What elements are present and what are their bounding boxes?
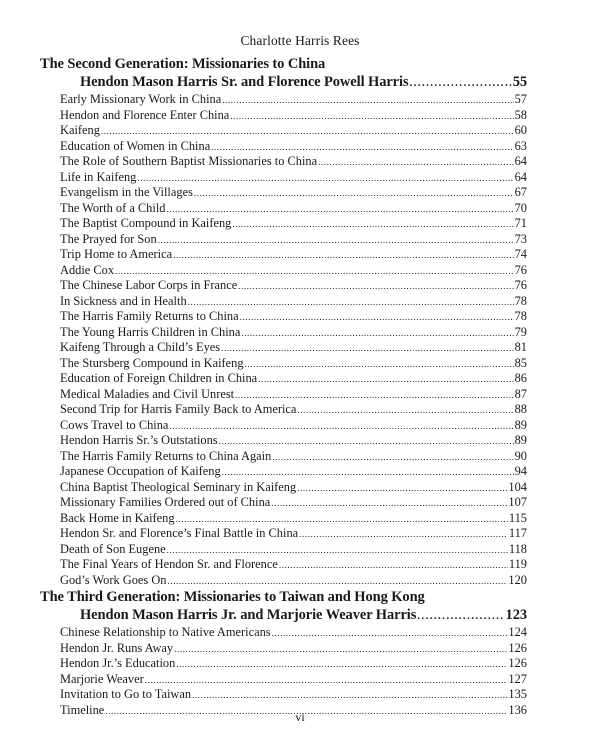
section-title: The Third Generation: Missionaries to Taiwan and Hong Kong: [40, 589, 425, 605]
section-subtitle-entry: [80, 73, 527, 92]
section-subtitle: Hendon Mason Harris Sr. and Florence Powell Harris: [80, 74, 409, 90]
toc-entry-title: Kaifeng Through a Child’s Eyes: [60, 340, 221, 354]
toc-entry: [60, 526, 527, 542]
dot-leader: [299, 527, 508, 543]
toc-entry-page: 74: [514, 247, 527, 261]
dot-leader: [137, 171, 513, 187]
dot-leader: [417, 607, 504, 626]
dot-leader: [221, 341, 513, 357]
toc-entry: [60, 402, 527, 418]
toc-entry: [60, 672, 527, 688]
toc-entry: [60, 433, 527, 449]
toc-entry: [60, 170, 527, 186]
toc-entry-page: 127: [508, 671, 527, 686]
dot-leader: [238, 279, 513, 295]
dot-leader: [245, 357, 514, 373]
toc-entry-page: 76: [514, 262, 527, 277]
toc-entry-page: 88: [514, 402, 527, 416]
toc-entry-page: 104: [508, 479, 527, 494]
toc-entry-page: 64: [514, 154, 527, 168]
section-title: The Second Generation: Missionaries to China: [40, 56, 326, 72]
toc-entry-title: Education of Foreign Children in China: [60, 371, 258, 385]
toc-entry-title: Hendon Jr. Runs Away: [60, 640, 174, 655]
toc-entry-page: 81: [514, 340, 527, 354]
toc-entry-title: Timeline: [60, 702, 105, 717]
toc-entry-page: 124: [508, 625, 527, 639]
toc-entry-page: 71: [514, 216, 527, 230]
toc-entry-title: Medical Maladies and Civil Unrest: [60, 386, 235, 401]
table-of-contents: [40, 55, 527, 718]
toc-entry: [60, 449, 527, 465]
toc-entry: [60, 216, 527, 232]
dot-leader: [279, 558, 508, 574]
dot-leader: [271, 496, 507, 512]
toc-entry: [60, 278, 527, 294]
dot-leader: [297, 481, 507, 497]
dot-leader: [176, 512, 508, 528]
toc-entry-title: Life in Kaifeng: [60, 169, 137, 184]
running-header: Charlotte Harris Rees: [240, 33, 360, 48]
dot-leader: [211, 140, 513, 156]
page-number: vi: [295, 710, 305, 724]
section-page-number: 55: [512, 74, 527, 90]
dot-leader: [158, 233, 514, 249]
toc-entry: [60, 263, 527, 279]
dot-leader: [167, 543, 508, 559]
dot-leader: [240, 310, 514, 326]
toc-entry: [60, 641, 527, 657]
dot-leader: [166, 202, 513, 218]
dot-leader: [258, 372, 513, 388]
toc-entry-page: 85: [514, 355, 527, 370]
toc-entry: [60, 511, 527, 527]
toc-entry-title: Marjorie Weaver: [60, 671, 144, 686]
toc-entry-title: The Chinese Labor Corps in France: [60, 278, 238, 292]
toc-entry-title: Missionary Families Ordered out of China: [60, 495, 271, 509]
toc-entry-title: Japanese Occupation of Kaifeng: [60, 464, 221, 478]
toc-entry: [60, 625, 527, 641]
dot-leader: [235, 388, 513, 404]
toc-entry: [60, 542, 527, 558]
toc-entry: [60, 154, 527, 170]
toc-entry: [60, 108, 527, 124]
toc-entry-page: 76: [514, 278, 527, 292]
toc-entry-page: 87: [514, 386, 527, 401]
dot-leader: [168, 574, 508, 590]
toc-entry-page: 78: [514, 309, 527, 323]
section-subtitle-entry: [80, 606, 527, 625]
toc-entry-page: 135: [508, 687, 527, 701]
toc-entry-title: Invitation to Go to Taiwan: [60, 687, 192, 701]
toc-entry-title: Hendon Jr.’s Education: [60, 656, 176, 670]
toc-entry-page: 117: [508, 526, 527, 540]
toc-entry: [60, 309, 527, 325]
toc-entry: [60, 294, 527, 310]
toc-entry-title: Trip Home to America: [60, 247, 173, 261]
toc-entry: [60, 232, 527, 248]
dot-leader: [174, 642, 507, 658]
toc-entry-page: 89: [514, 433, 527, 447]
toc-entry-page: 90: [514, 448, 527, 463]
toc-entry: [60, 387, 527, 403]
dot-leader: [192, 688, 507, 704]
toc-entry: [60, 480, 527, 496]
toc-entry: [60, 247, 527, 263]
toc-entry: [60, 325, 527, 341]
dot-leader: [145, 673, 508, 689]
toc-entry-page: 63: [514, 138, 527, 153]
toc-entry-title: The Harris Family Returns to China: [60, 309, 239, 323]
toc-entry-title: China Baptist Theological Seminary in Kaifeng: [60, 479, 297, 494]
toc-entry-title: Kaifeng: [60, 123, 100, 137]
toc-entry-page: 73: [514, 231, 527, 246]
toc-entry-page: 67: [514, 185, 527, 199]
toc-entry: [60, 123, 527, 139]
toc-entry-page: 107: [508, 495, 527, 509]
toc-entry-title: Education of Women in China: [60, 138, 211, 153]
toc-entry: [60, 371, 527, 387]
toc-entry-title: The Worth of a Child: [60, 200, 166, 215]
toc-entry: [60, 139, 527, 155]
toc-entry-title: The Stursberg Compound in Kaifeng: [60, 355, 244, 370]
toc-entry: [60, 464, 527, 480]
toc-entry-title: God’s Work Goes On: [60, 572, 167, 587]
toc-entry-page: 64: [514, 169, 527, 184]
toc-entry-title: Hendon Harris Sr.’s Outstations: [60, 433, 218, 447]
toc-entry-title: The Role of Southern Baptist Missionaries to China: [60, 154, 318, 168]
toc-entry-title: Chinese Relationship to Native Americans: [60, 625, 271, 639]
toc-entry-title: The Harris Family Returns to China Again: [60, 448, 272, 463]
toc-entry-title: Cows Travel to China: [60, 417, 169, 432]
dot-leader: [232, 217, 513, 233]
toc-entry-page: 89: [514, 417, 527, 432]
toc-entry-page: 79: [514, 324, 527, 339]
toc-entry-page: 58: [514, 107, 527, 122]
toc-entry-title: Hendon Sr. and Florence’s Final Battle in China: [60, 526, 299, 540]
dot-leader: [194, 186, 514, 202]
toc-entry-page: 120: [508, 572, 527, 587]
section-subtitle: Hendon Mason Harris Jr. and Marjorie Weaver Harris: [80, 607, 417, 623]
toc-entry: [60, 495, 527, 511]
dot-leader: [173, 248, 514, 264]
toc-entry-page: 70: [514, 200, 527, 215]
dot-leader: [241, 326, 513, 342]
dot-leader: [297, 403, 513, 419]
dot-leader: [188, 295, 514, 311]
toc-entry: [60, 92, 527, 108]
toc-entry: [60, 201, 527, 217]
toc-entry-title: The Baptist Compound in Kaifeng: [60, 216, 232, 230]
dot-leader: [169, 419, 513, 435]
toc-entry-title: Back Home in Kaifeng: [60, 510, 175, 525]
toc-entry-page: 115: [508, 510, 527, 525]
dot-leader: [222, 93, 513, 109]
toc-entry-page: 126: [508, 656, 527, 670]
toc-entry-title: Hendon and Florence Enter China: [60, 107, 230, 122]
toc-entry-page: 57: [514, 92, 527, 106]
toc-entry-page: 86: [514, 371, 527, 385]
toc-entry-title: In Sickness and in Health: [60, 293, 187, 308]
dot-leader: [222, 465, 514, 481]
toc-entry: [60, 656, 527, 672]
dot-leader: [318, 155, 514, 171]
toc-entry-page: 94: [514, 464, 527, 478]
dot-leader: [410, 74, 512, 93]
dot-leader: [272, 626, 508, 642]
toc-entry-page: 136: [508, 702, 527, 717]
toc-entry-title: Second Trip for Harris Family Back to America: [60, 402, 297, 416]
toc-entry-page: 119: [508, 557, 527, 571]
toc-entry: [60, 557, 527, 573]
dot-leader: [176, 657, 507, 673]
dot-leader: [272, 450, 513, 466]
dot-leader: [230, 109, 513, 125]
toc-entry-page: 126: [508, 640, 527, 655]
toc-entry-title: Early Missionary Work in China: [60, 92, 222, 106]
toc-entry-title: Death of Son Eugene: [60, 541, 166, 556]
dot-leader: [115, 264, 514, 280]
toc-entry: [60, 356, 527, 372]
section-page-number: 123: [505, 607, 527, 623]
toc-entry-title: Addie Cox: [60, 262, 115, 277]
dot-leader: [101, 124, 514, 140]
toc-entry-title: The Prayed for Son: [60, 231, 157, 246]
toc-entry: [60, 418, 527, 434]
toc-entry: [60, 573, 527, 589]
toc-entry-page: 78: [514, 293, 527, 308]
toc-entry-title: The Young Harris Children in China: [60, 324, 241, 339]
toc-entry: [60, 687, 527, 703]
toc-entry-title: Evangelism in the Villages: [60, 185, 193, 199]
dot-leader: [219, 434, 514, 450]
toc-entry-page: 60: [514, 123, 527, 137]
toc-entry-page: 118: [508, 541, 527, 556]
toc-entry: [60, 340, 527, 356]
toc-entry: [60, 185, 527, 201]
toc-entry-title: The Final Years of Hendon Sr. and Florence: [60, 557, 278, 571]
